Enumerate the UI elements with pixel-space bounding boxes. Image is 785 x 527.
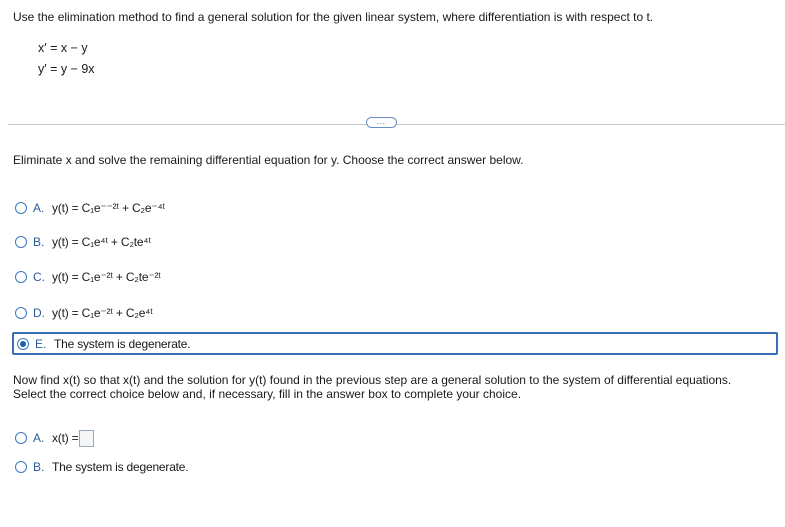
option-e-text: The system is degenerate. <box>54 336 191 351</box>
radio-d[interactable] <box>15 307 27 319</box>
option-b-text: y(t) = C₁e⁴ᵗ + C₂te⁴ᵗ <box>52 235 151 249</box>
option-c-letter: C. <box>33 270 45 284</box>
part2-option-a-letter: A. <box>33 431 45 445</box>
part2-prompt: Now find x(t) so that x(t) and the solution for y(t) found in the previous step are a general solution to the system of differential equations. Select the correct choice below and, if necessary, fill in the answer box to complete your choice. <box>13 373 732 401</box>
option-a-letter: A. <box>33 201 45 215</box>
option-e[interactable] <box>12 332 778 355</box>
part2-option-a[interactable] <box>13 426 94 450</box>
option-e-letter: E. <box>35 336 47 351</box>
x-answer-input[interactable] <box>79 430 94 447</box>
part2-radio-a[interactable] <box>15 432 27 444</box>
part1-prompt: Eliminate x and solve the remaining differential equation for y. Choose the correct answer below. <box>13 153 524 167</box>
option-c-text: y(t) = C₁e⁻²ᵗ + C₂te⁻²ᵗ <box>52 270 161 284</box>
option-d[interactable] <box>13 301 153 325</box>
part2-radio-b[interactable] <box>15 461 27 473</box>
option-c[interactable] <box>13 265 161 289</box>
option-b-letter: B. <box>33 235 45 249</box>
option-d-letter: D. <box>33 306 45 320</box>
part2-option-a-text: x(t) = <box>52 431 79 445</box>
radio-c[interactable] <box>15 271 27 283</box>
option-a[interactable] <box>13 196 165 220</box>
option-d-text: y(t) = C₁e⁻²ᵗ + C₂e⁴ᵗ <box>52 306 153 320</box>
radio-b[interactable] <box>15 236 27 248</box>
part2-option-b-letter: B. <box>33 460 45 474</box>
radio-a[interactable] <box>15 202 27 214</box>
option-a-text: y(t) = C₁e⁻⁻²ᵗ + C₂e⁻⁴ᵗ <box>52 201 165 215</box>
part2-option-b[interactable] <box>13 455 188 479</box>
question-text: Use the elimination method to find a general solution for the given linear system, where differentiation is with respect to t. <box>13 10 654 24</box>
radio-e-selected[interactable] <box>17 338 29 350</box>
equation-y: y′ = y − 9x <box>38 62 95 76</box>
expand-more-button[interactable]: … <box>366 117 397 128</box>
part2-option-b-text: The system is degenerate. <box>52 460 189 474</box>
option-b[interactable] <box>13 230 151 254</box>
equation-x: x′ = x − y <box>38 41 88 55</box>
